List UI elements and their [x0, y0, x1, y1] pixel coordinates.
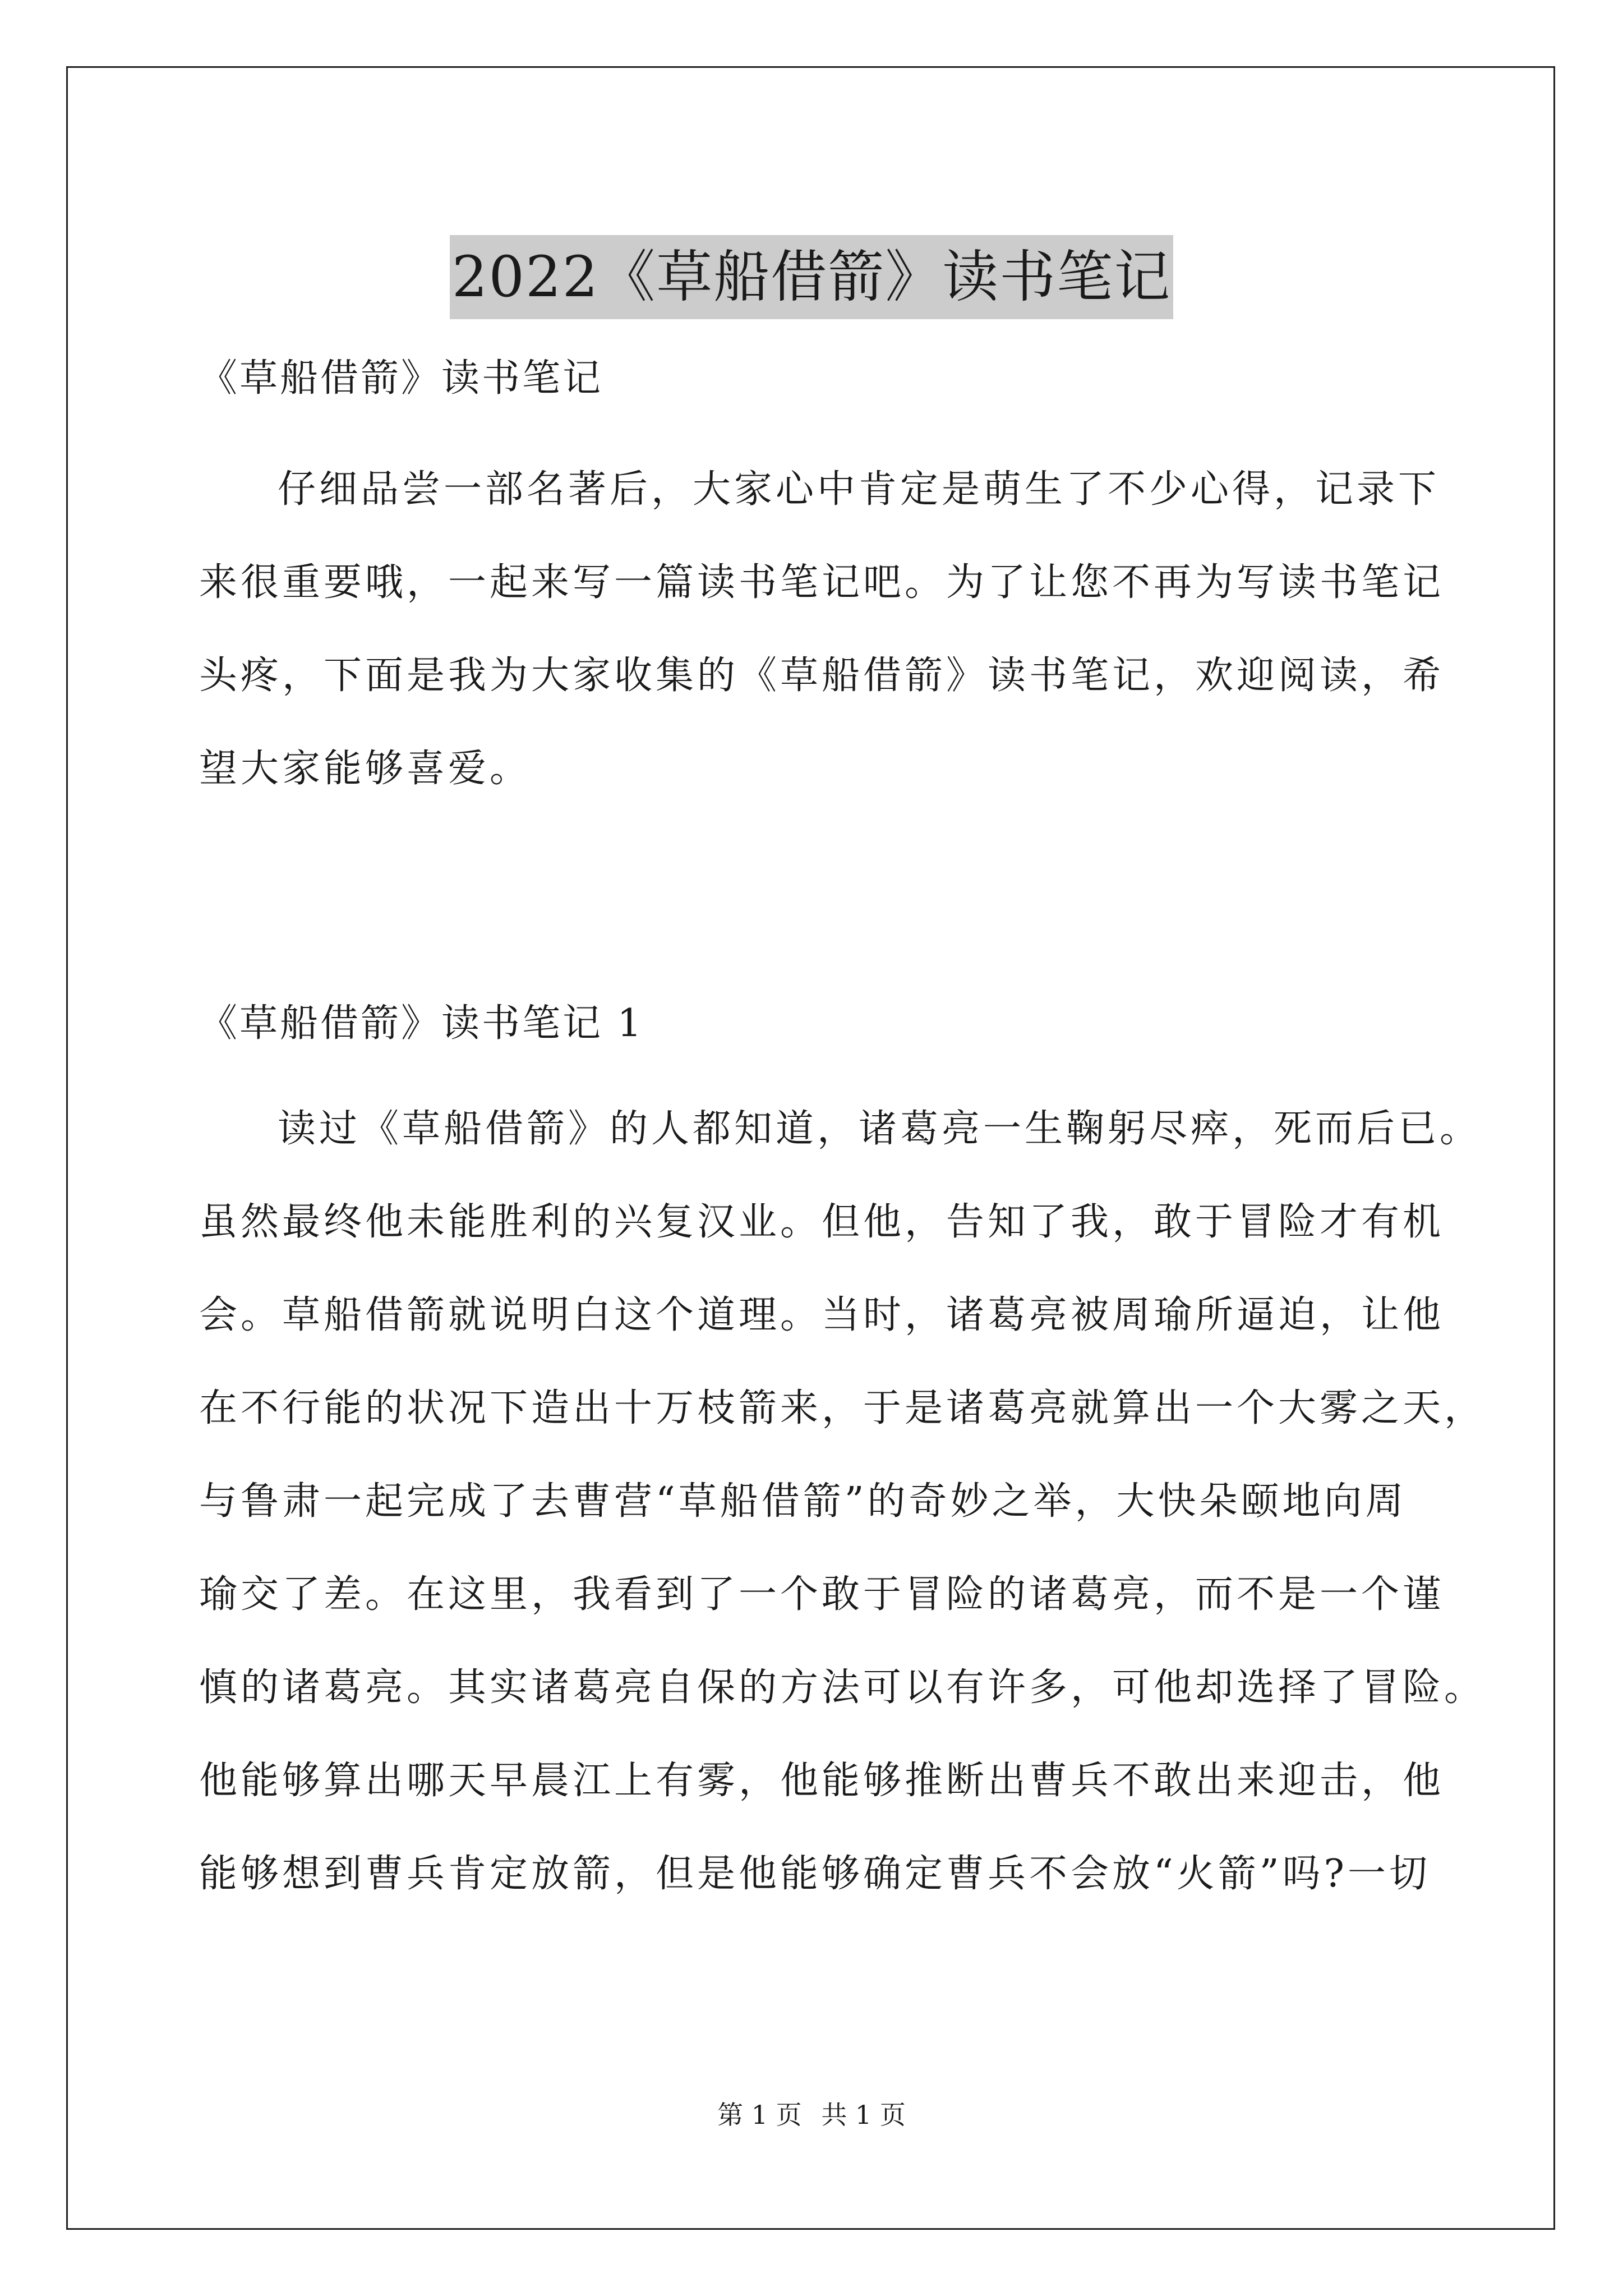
paragraph-line: 仔细品尝一部名著后，大家心中肯定是萌生了不少心得，记录下	[278, 467, 1440, 512]
paragraph-line: 头疼，下面是我为大家收集的《草船借箭》读书笔记，欢迎阅读，希	[199, 654, 1445, 698]
paragraph-line: 读过《草船借箭》的人都知道，诸葛亮一生鞠躬尽瘁，死而后已。	[278, 1107, 1482, 1151]
paragraph-line: 在不行能的状况下造出十万枝箭来，于是诸葛亮就算出一个大雾之天，	[199, 1386, 1486, 1430]
paragraph-line: 虽然最终他未能胜利的兴复汉业。但他，告知了我，敢于冒险才有机	[199, 1200, 1445, 1244]
title-container	[0, 197, 1623, 357]
intro-heading: 《草船借箭》读书笔记	[199, 356, 603, 401]
paragraph-line: 望大家能够喜爱。	[199, 747, 532, 791]
page-footer	[0, 2098, 1623, 2132]
paragraph-line: 能够想到曹兵肯定放箭，但是他能够确定曹兵不会放“火箭”吗?一切	[199, 1852, 1431, 1896]
intro-paragraph	[199, 443, 1445, 816]
paragraph-line: 来很重要哦，一起来写一篇读书笔记吧。为了让您不再为写读书笔记	[199, 560, 1445, 605]
paragraph-line: 会。草船借箭就说明白这个道理。当时，诸葛亮被周瑜所逼迫，让他	[199, 1293, 1445, 1337]
page-total: 共 1 页	[821, 2100, 906, 2130]
section-heading-1: 《草船借箭》读书笔记 1	[199, 1001, 644, 1046]
paragraph-line: 他能够算出哪天早晨江上有雾，他能够推断出曹兵不敢出来迎击，他	[199, 1759, 1445, 1803]
paragraph-line: 与鲁肃一起完成了去曹营“草船借箭”的奇妙之举，大快朵颐地向周	[199, 1479, 1407, 1524]
body-paragraph	[199, 1083, 1486, 1921]
paragraph-line: 慎的诸葛亮。其实诸葛亮自保的方法可以有许多，可他却选择了冒险。	[199, 1665, 1486, 1710]
page-number: 第 1 页	[717, 2100, 802, 2130]
document-title: 2022《草船借箭》读书笔记	[450, 235, 1174, 319]
paragraph-line: 瑜交了差。在这里，我看到了一个敢于冒险的诸葛亮，而不是一个谨	[199, 1572, 1445, 1617]
